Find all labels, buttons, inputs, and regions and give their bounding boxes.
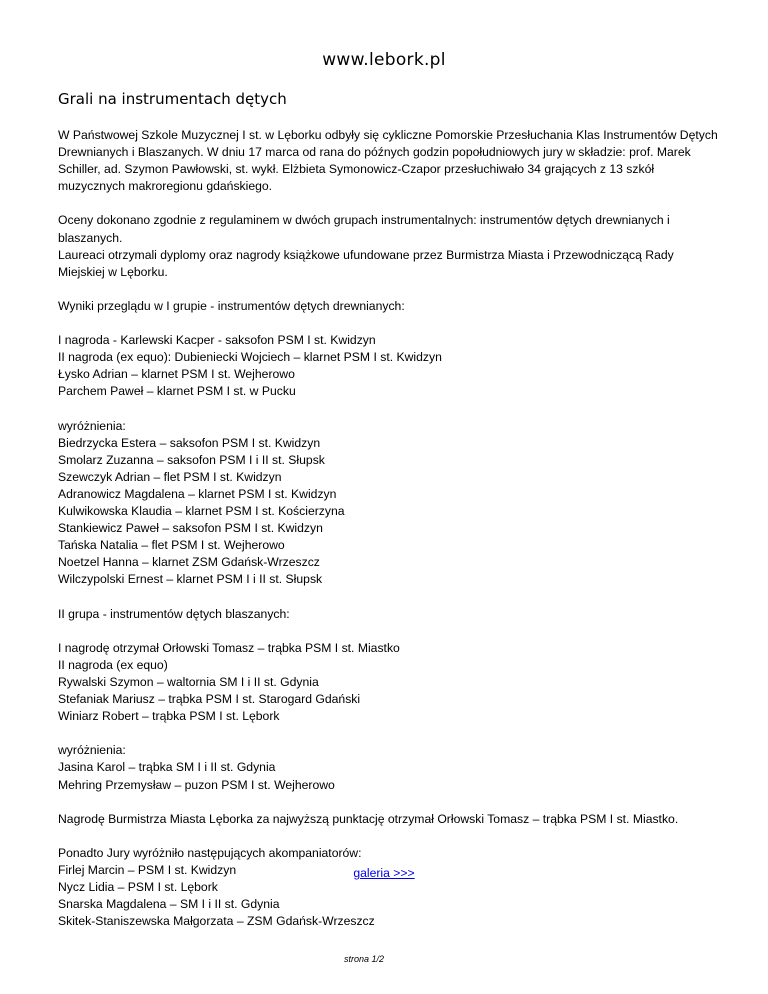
list-item: Mehring Przemysław – puzon PSM I st. Wejherowo (58, 777, 335, 792)
mayor-prize-paragraph: Nagrodę Burmistrza Miasta Lęborka za najwyższą punktację otrzymał Orłowski Tomasz – trąbka PSM I st. Miastko. (58, 811, 679, 826)
group2-distinctions-list (58, 742, 723, 793)
page-number: strona 1/2 (343, 954, 385, 964)
list-item: Nycz Lidia – PSM I st. Lębork (58, 880, 218, 895)
list-item: II nagroda (ex equo): Dubieniecki Wojciech – klarnet PSM I st. Kwidzyn (58, 350, 442, 365)
group2-awards-list (58, 640, 723, 725)
article-body (58, 127, 723, 948)
accompanists-heading: Ponadto Jury wyróżniło następujących akompaniatorów: (58, 845, 362, 860)
list-item: Tańska Natalia – flet PSM I st. Wejherowo (58, 538, 285, 553)
list-item: Wilczypolski Ernest – klarnet PSM I i II st. Słupsk (58, 572, 323, 587)
list-item: Snarska Magdalena – SM I i II st. Gdynia (58, 897, 280, 912)
accompanists-list (58, 845, 723, 930)
gallery-link-container (0, 866, 768, 880)
list-item: II nagroda (ex equo) (58, 657, 168, 672)
list-item: Skitek-Staniszewska Małgorzata – ZSM Gdańsk-Wrzeszcz (58, 914, 375, 929)
group1-awards-list (58, 332, 723, 400)
list-item: Stefaniak Mariusz – trąbka PSM I st. Starogard Gdański (58, 692, 361, 707)
list-item: Biedrzycka Estera – saksofon PSM I st. Kwidzyn (58, 435, 321, 450)
group2-heading: II grupa - instrumentów dętych blaszanych: (58, 606, 290, 621)
distinctions-label: wyróżnienia: (58, 418, 126, 433)
group1-heading: Wyniki przeglądu w I grupie - instrumentów dętych drewnianych: (58, 298, 405, 313)
group1-distinctions-list (58, 418, 723, 589)
list-item: Firlej Marcin – PSM I st. Kwidzyn (58, 863, 237, 878)
list-item: Parchem Paweł – klarnet PSM I st. w Pucku (58, 384, 296, 399)
intro-paragraph: W Państwowej Szkole Muzycznej I st. w Lęborku odbyły się cykliczne Pomorskie Przesłuchania Klas Instrumentów Dętych Drewnianych i Blaszanych. W dniu 17 marca od rana do późnych godzin popołudniowych jury w składzie: prof. Marek Schiller, ad. Szymon Pawłowski, st. wykł. Elżbieta Symonowicz-Czapor przesłuchiwało 34 grających z 13 szkół muzycznych makroregionu gdańskiego. (58, 128, 718, 194)
list-item: Winiarz Robert – trąbka PSM I st. Lębork (58, 709, 280, 724)
list-item: Jasina Karol – trąbka SM I i II st. Gdynia (58, 760, 276, 775)
list-item: Rywalski Szymon – waltornia SM I i II st. Gdynia (58, 675, 319, 689)
list-item: I nagroda - Karlewski Kacper - saksofon PSM I st. Kwidzyn (58, 333, 376, 348)
list-item: Noetzel Hanna – klarnet ZSM Gdańsk-Wrzeszcz (58, 555, 320, 570)
list-item: Stankiewicz Paweł – saksofon PSM I st. Kwidzyn (58, 521, 323, 536)
list-item: I nagrodę otrzymał Orłowski Tomasz – trąbka PSM I st. Miastko (58, 640, 400, 655)
distinctions-label: wyróżnienia: (58, 743, 126, 758)
list-item: Kulwikowska Klaudia – klarnet PSM I st. Kościerzyna (58, 504, 345, 519)
site-header: www.lebork.pl (322, 50, 446, 70)
assessment-text: Oceny dokonano zgodnie z regulaminem w dwóch grupach instrumentalnych: instrumentów dętych drewnianych i blaszanych. (58, 213, 670, 245)
article-title: Grali na instrumentach dętych (58, 90, 287, 108)
gallery-link[interactable]: galeria >>> (353, 866, 415, 880)
list-item: Szewczyk Adrian – flet PSM I st. Kwidzyn (58, 469, 282, 484)
list-item: Adranowicz Magdalena – klarnet PSM I st. Kwidzyn (58, 486, 337, 501)
prizes-text: Laureaci otrzymali dyplomy oraz nagrody książkowe ufundowane przez Burmistrza Miasta i Przewodniczącą Rady Miejskiej w Lęborku. (58, 247, 674, 279)
list-item: Smolarz Zuzanna – saksofon PSM I i II st. Słupsk (58, 452, 325, 467)
list-item: Łysko Adrian – klarnet PSM I st. Wejherowo (58, 367, 295, 382)
assessment-paragraph (58, 212, 723, 280)
